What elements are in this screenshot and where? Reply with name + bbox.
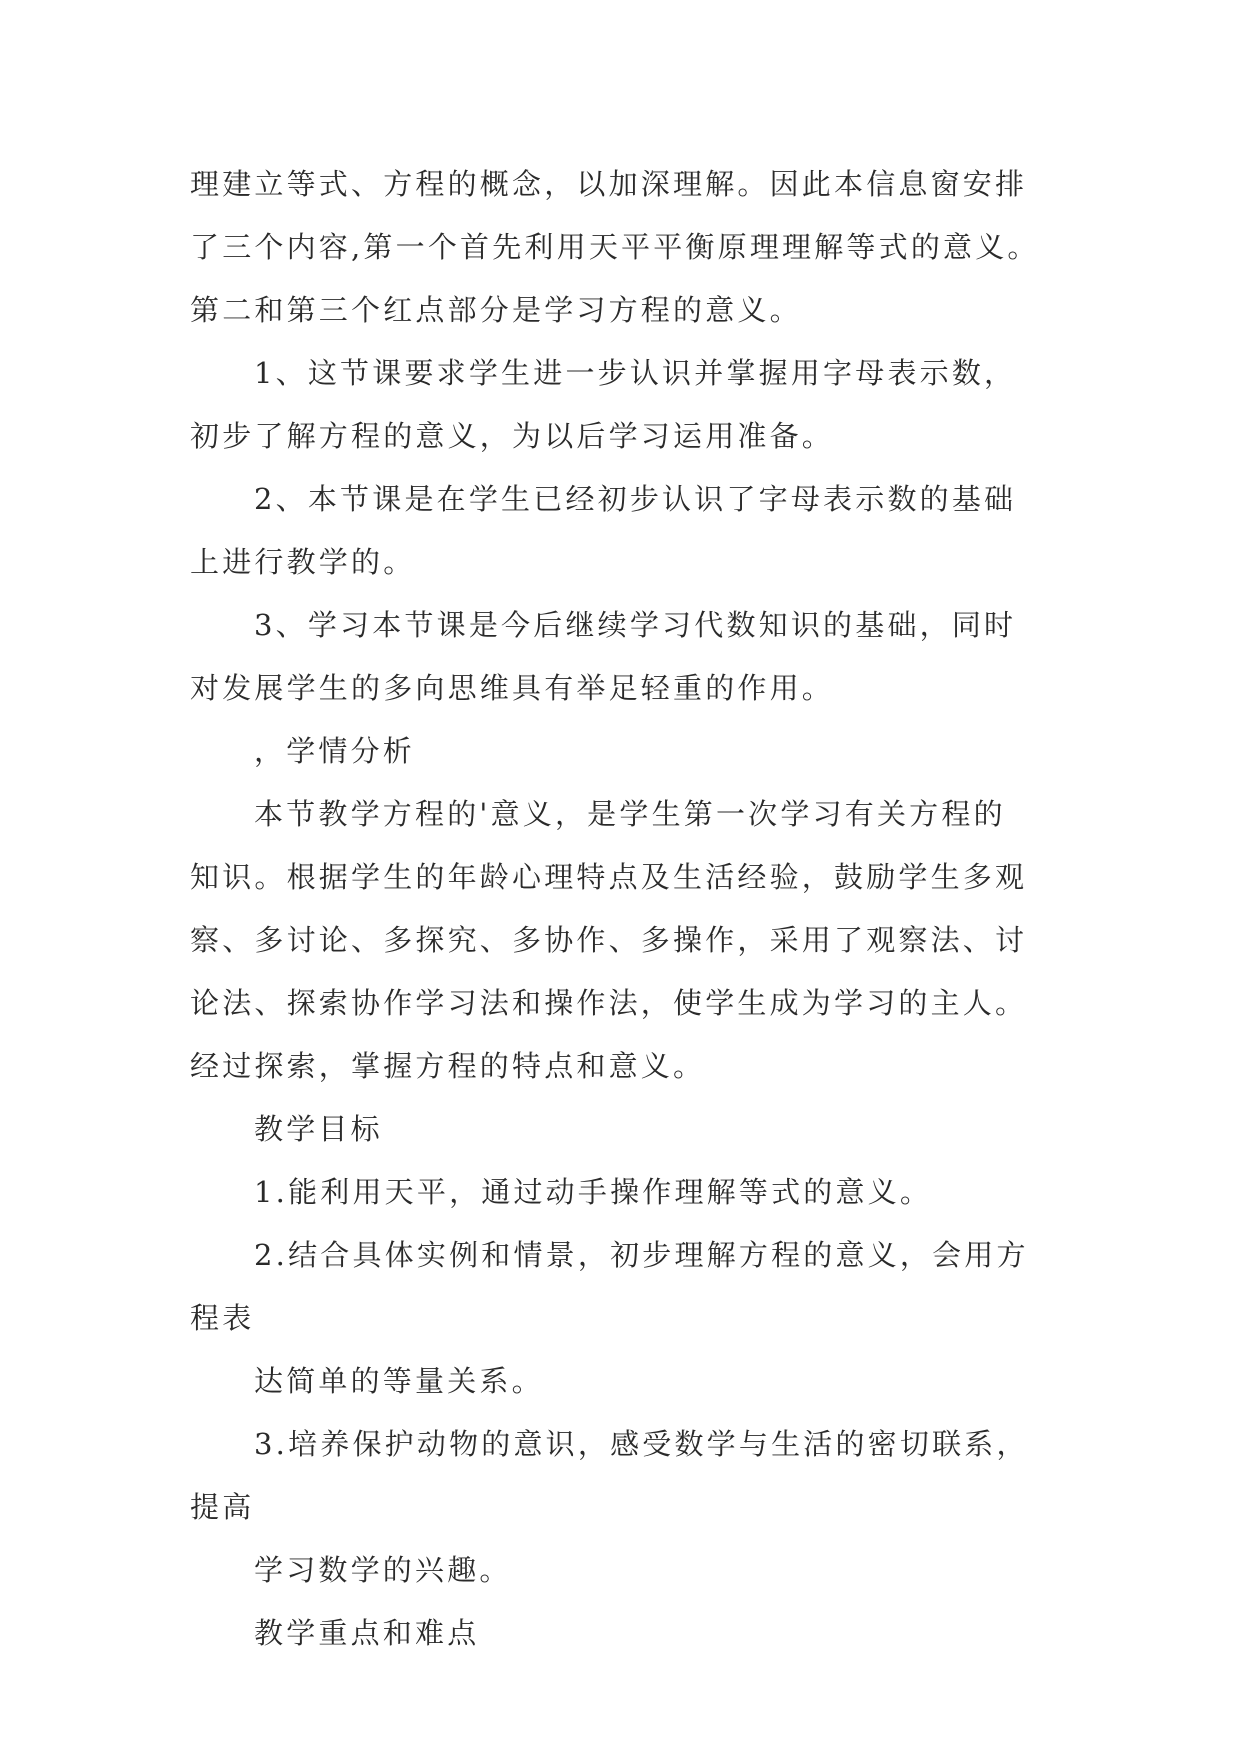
text-line: 2.结合具体实例和情景，初步理解方程的意义，会用方 <box>254 1238 1029 1272</box>
text-line: 第二和第三个红点部分是学习方程的意义。 <box>190 293 802 327</box>
text-line: 达简单的等量关系。 <box>254 1364 544 1398</box>
section-heading: 教学重点和难点 <box>254 1616 480 1650</box>
text-line: 了三个内容,第一个首先利用天平平衡原理理解等式的意义。 <box>190 230 1040 264</box>
text-line: 初步了解方程的意义，为以后学习运用准备。 <box>190 419 835 453</box>
text-line: 本节教学方程的'意义，是学生第一次学习有关方程的 <box>254 797 1006 831</box>
text-line: 1、这节课要求学生进一步认识并掌握用字母表示数， <box>254 356 1017 390</box>
text-line: 知识。根据学生的年龄心理特点及生活经验，鼓励学生多观 <box>190 860 1028 894</box>
text-line: 经过探索，掌握方程的特点和意义。 <box>190 1049 706 1083</box>
text-line: 论法、探索协作学习法和操作法，使学生成为学习的主人。 <box>190 986 1028 1020</box>
text-line: 3.培养保护动物的意识，感受数学与生活的密切联系， <box>254 1427 1029 1461</box>
text-line: 理建立等式、方程的概念，以加深理解。因此本信息窗安排 <box>190 167 1028 201</box>
text-line: 3、学习本节课是今后继续学习代数知识的基础，同时 <box>254 608 1017 642</box>
text-line: 对发展学生的多向思维具有举足轻重的作用。 <box>190 671 835 705</box>
text-line: 1.能利用天平，通过动手操作理解等式的意义。 <box>254 1175 933 1209</box>
section-heading: 教学目标 <box>254 1112 383 1146</box>
text-line: 2、本节课是在学生已经初步认识了字母表示数的基础 <box>254 482 1017 516</box>
section-heading: ，学情分析 <box>254 734 416 768</box>
text-line: 提高 <box>190 1490 255 1524</box>
text-line: 程表 <box>190 1301 255 1335</box>
text-line: 上进行教学的。 <box>190 545 416 579</box>
text-line: 察、多讨论、多探究、多协作、多操作，采用了观察法、讨 <box>190 923 1028 957</box>
text-line: 学习数学的兴趣。 <box>254 1553 512 1587</box>
